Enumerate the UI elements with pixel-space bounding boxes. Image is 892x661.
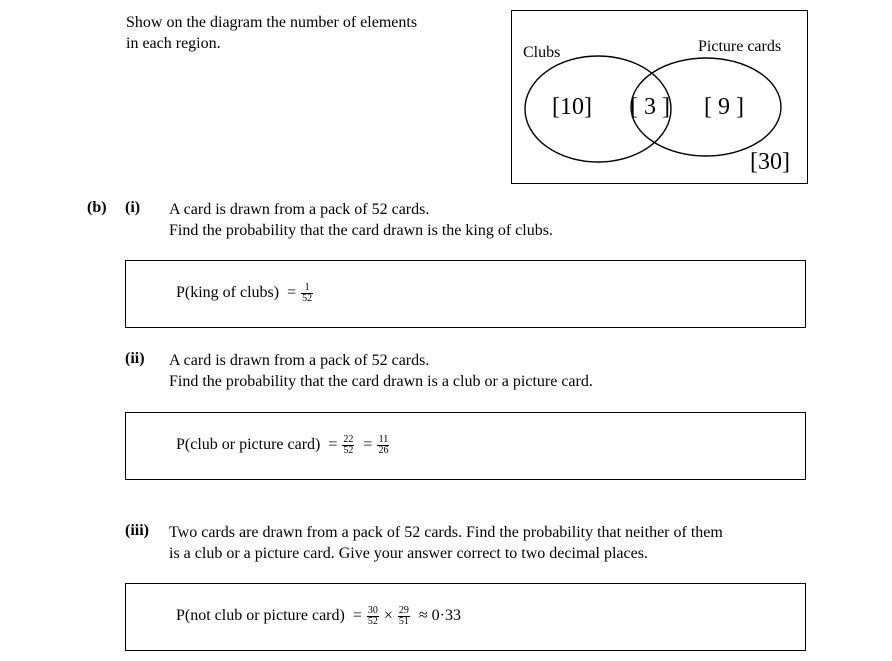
outside-count: [30] [750,149,790,175]
answer-i-denominator: 52 [302,293,313,304]
question-i-line-2: Find the probability that the card drawn is the king of clubs. [169,222,553,239]
answer-i-fraction [301,283,313,304]
answer-iii-denominator-2: 51 [398,616,409,627]
answer-iii-numerator-2: 29 [398,605,409,616]
clubs-only-count: [10] [552,94,592,120]
intersection-count: [ 3 ] [630,94,670,120]
answer-iii-equals: = [352,607,362,625]
question-ii-line-1: A card is drawn from a pack of 52 cards. [169,352,430,369]
answer-iii-approx: ≈ [418,607,428,625]
answer-iii-fraction-2 [398,606,410,627]
picture-cards-only-count: [ 9 ] [704,94,744,120]
question-i-text [169,199,553,241]
instruction-line-1: Show on the diagram the number of elements [126,14,418,31]
question-i-line-1: A card is drawn from a pack of 52 cards. [169,201,430,218]
answer-iii-fraction-1 [367,606,379,627]
answer-i-numerator: 1 [301,283,313,294]
answer-box-i [125,260,806,328]
part-iii-label: (iii) [125,522,149,539]
answer-ii [176,435,390,456]
instruction-text [126,12,417,54]
answer-ii-fraction-2 [377,435,389,456]
answer-ii-fraction-1 [342,435,354,456]
question-iii-text [169,522,723,564]
question-ii-line-2: Find the probability that the card drawn is a club or a picture card. [169,373,593,390]
answer-iii-numerator-1: 30 [367,605,378,616]
answer-iii [176,606,461,627]
answer-ii-denominator-1: 52 [343,445,354,456]
answer-ii-numerator-1: 22 [343,434,354,445]
venn-diagram [511,10,808,184]
answer-ii-equals-2: = [363,436,373,454]
clubs-label: Clubs [523,44,561,61]
part-ii-label: (ii) [125,350,145,367]
question-iii-line-2: is a club or a picture card. Give your answer correct to two decimal places. [169,545,648,562]
instruction-line-2: in each region. [126,35,221,52]
answer-ii-denominator-2: 26 [378,445,389,456]
answer-iii-prefix: P(not club or picture card) [176,607,345,625]
answer-iii-result: 0·33 [431,607,461,625]
answer-i [176,283,314,304]
answer-i-equals: = [287,284,297,302]
answer-ii-equals-1: = [328,436,338,454]
question-ii-text [169,350,593,392]
answer-box-ii [125,412,806,480]
answer-iii-denominator-1: 52 [367,616,378,627]
part-b-label: (b) [87,199,107,216]
answer-ii-numerator-2: 11 [378,434,389,445]
part-i-label: (i) [125,199,141,216]
answer-ii-prefix: P(club or picture card) [176,436,321,454]
question-iii-line-1: Two cards are drawn from a pack of 52 cards. Find the probability that neither of them [169,524,723,541]
answer-iii-times: × [383,607,393,625]
answer-i-prefix: P(king of clubs) [176,284,280,302]
answer-box-iii [125,583,806,651]
picture-cards-label: Picture cards [698,38,782,55]
